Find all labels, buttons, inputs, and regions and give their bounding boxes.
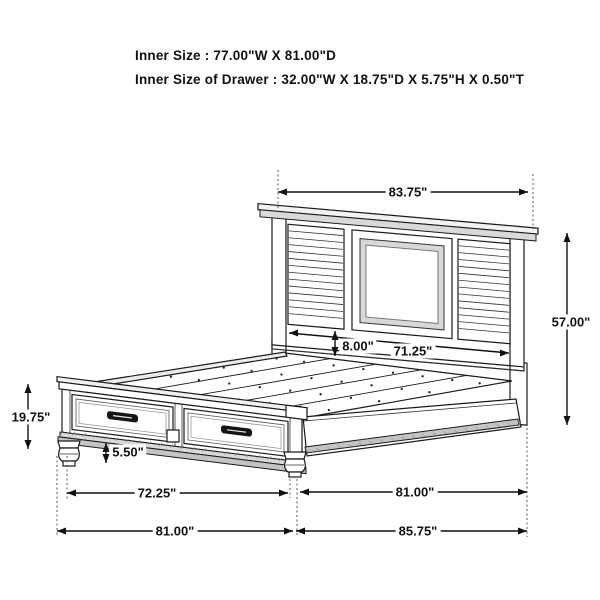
dimension-label-top-width: 83.75" xyxy=(386,185,431,200)
dimension-label-rail-height: 8.00" xyxy=(339,339,376,354)
footboard-post-cap xyxy=(286,405,307,420)
center-support-foot xyxy=(167,430,179,442)
foot-front-left xyxy=(58,441,80,466)
dimension-label-inner-feet-width: 72.25" xyxy=(135,486,180,501)
headboard-center-panel xyxy=(366,245,438,323)
dimension-label-footboard-height: 19.75" xyxy=(9,410,54,425)
dimension-label-drawer-clearance: 5.50" xyxy=(109,445,146,460)
drawer-size-text: Inner Size of Drawer : 32.00"W X 18.75"D X 5.75"H X 0.50"T xyxy=(135,72,525,87)
dimension-label-overall-width: 81.00" xyxy=(153,524,198,539)
dimension-label-headboard-inner-width: 71.25" xyxy=(391,344,436,359)
dimension-label-side-height: 57.00" xyxy=(549,315,594,330)
inner-size-text: Inner Size : 77.00"W X 81.00"D xyxy=(135,48,337,63)
dimension-label-overall-depth: 85.75" xyxy=(396,524,441,539)
dimension-label-inner-feet-depth: 81.00" xyxy=(393,485,438,500)
